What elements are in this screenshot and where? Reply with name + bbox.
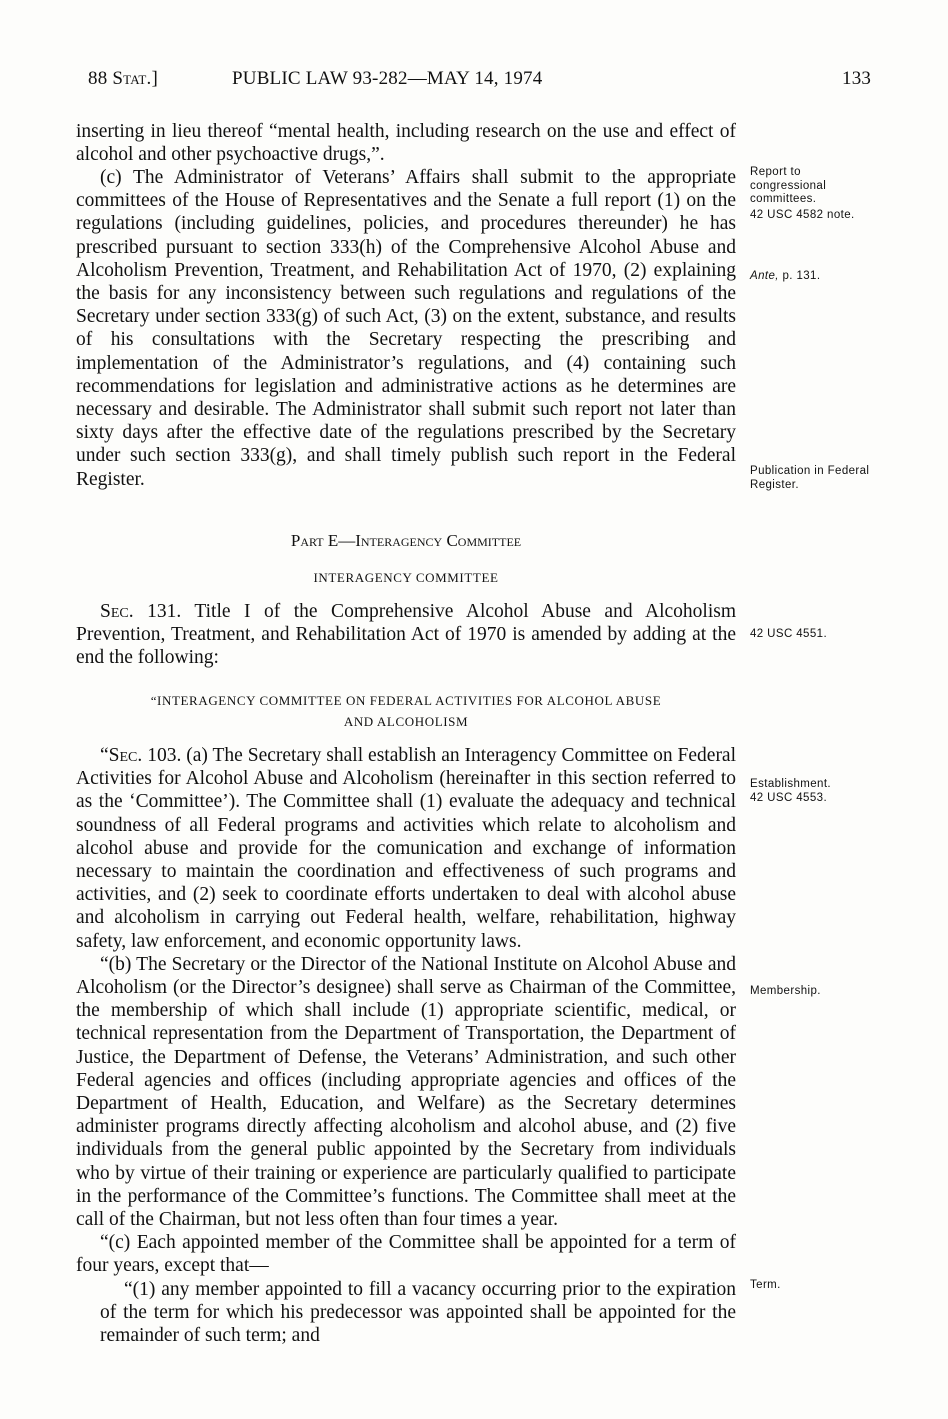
- section-103: [76, 744, 736, 1347]
- paragraph-c-administrator: [76, 166, 736, 491]
- section-103-label: “Sec. 103.: [100, 745, 182, 766]
- page-number: 133: [842, 68, 872, 89]
- paragraph-c-1: “(1) any member appointed to fill a vacancy occurring prior to the expiration of the term for which his predecessor was appointed shall be appointed for the remainder of such term; and: [100, 1278, 736, 1347]
- margin-note-publication: Publication in Federal Register.: [750, 465, 870, 491]
- margin-note-usc-4582: 42 USC 4582 note.: [750, 209, 855, 221]
- header-bracket: ]: [151, 68, 158, 89]
- section-103-text: (a) The Secretary shall establish an Interagency Committee on Federal Activities for Alcohol Abuse and Alcoholism (hereinafter in this section referred to as the ‘Committee’). The Committee shall (1) evaluate the adequacy and technical soundness of all Federal programs and activities which relate to alcoholism and alcohol abuse and provide for the comunication and exchange of information necessary to maintain the coordination and effectiveness of such programs and activities, and (2) seek to coordinate efforts undertaken to deal with alcohol abuse and alcoholism in carrying out Federal health, welfare, rehabilitation, highway safety, law enforcement, and economic opportunity laws.: [76, 745, 737, 952]
- margin-note-usc-4553: 42 USC 4553.: [750, 792, 828, 804]
- header-stat-reference: [88, 68, 158, 90]
- margin-note-ante: [750, 270, 900, 284]
- margin-note-ante-label: Ante,: [750, 270, 779, 282]
- paragraph-c-term: “(c) Each appointed member of the Committee shall be appointed for a term of four years, except that—: [76, 1232, 736, 1277]
- margin-note-ante-page: p. 131.: [782, 270, 821, 282]
- section-131-label: Sec. 131.: [100, 601, 182, 622]
- header-stat-label: Stat.: [112, 68, 152, 89]
- margin-note-establishment: Establishment.: [750, 778, 832, 790]
- margin-note-term: Term.: [750, 1279, 781, 1291]
- paragraph-text: inserting in lieu thereof “mental health, including research on the use and effect of alcohol and other psychoactive drugs,”.: [76, 121, 736, 166]
- interagency-committee-subheading: INTERAGENCY COMMITTEE: [313, 570, 499, 585]
- paragraph-inserting: [76, 120, 736, 166]
- part-e-heading: Part E—Interagency Committee: [290, 531, 522, 550]
- margin-note-report: Report to congressional committees.: [750, 166, 827, 205]
- section-131-text: Title I of the Comprehensive Alcohol Abuse and Alcoholism Prevention, Treatment, and Rehabilitation Act of 1970 is amended by adding at the end the following:: [76, 601, 736, 669]
- paragraph-text: (c) The Administrator of Veterans’ Affairs shall submit to the appropriate committees of the House of Representatives and the Senate a full report (1) on the regulations (including guidelines, policies, and procedures thereunder) he has prescribed pursuant to section 333(h) of the Comprehensive Alcohol Abuse and Alcoholism Prevention, Treatment, and Rehabilitation Act of 1970, (2) explaining the basis for any inconsistency between such regulations and regulations of the Secretary under section 333(g) of such Act, (3) on the extent, substance, and results of his consultations with the Secretary respecting the prescribing and implementation of the Administrator’s regulations, and (4) containing such recommendations for legislation and administrative actions as he determines are necessary and desirable. The Administrator shall submit such report not later than sixty days after the effective date of the regulations prescribed by the Secretary under such section 333(g), and shall timely publish such report in the Federal Register.: [76, 167, 736, 490]
- icfa-heading-line1: “INTERAGENCY COMMITTEE ON FEDERAL ACTIVITIES FOR ALCOHOL ABUSE: [150, 693, 662, 708]
- margin-note-usc-4551: 42 USC 4551.: [750, 628, 828, 640]
- margin-note-membership: Membership.: [750, 985, 821, 997]
- icfa-heading-line2: AND ALCOHOLISM: [343, 714, 469, 729]
- header-title: PUBLIC LAW 93-282—MAY 14, 1974: [232, 68, 543, 89]
- section-131: [76, 600, 736, 670]
- paragraph-b-membership: “(b) The Secretary or the Director of the National Institute on Alcohol Abuse and Alcoholism (or the Director’s designee) shall serve as Chairman of the Committee, the membership of which shall include (1) appropriate scientific, medical, or technical representation from the Department of Transportation, the Department of Justice, the Department of Defense, the Veterans’ Administration, and such other Federal agencies and offices (including appropriate agencies and offices of the Department of Health, Education, and Welfare) as the Secretary determines administer programs directly affecting alcoholism and alcohol abuse, and (2) five individuals from the general public appointed by the Secretary from individuals who by virtue of their training or experience are particularly qualified to participate in the performance of the Committee’s functions. The Committee shall meet at the call of the Chairman, but not less often than four times a year.: [76, 953, 736, 1231]
- header-volume-number: 88: [88, 68, 108, 89]
